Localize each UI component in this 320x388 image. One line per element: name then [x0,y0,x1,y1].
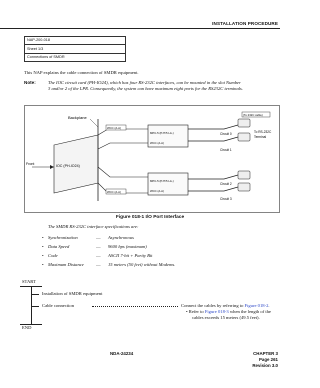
connector-1 [238,133,250,141]
backplane-label: Backplane [68,115,87,120]
flow-end: END [22,325,32,330]
cable-note-label: (To 232C cable) [243,113,263,117]
cable-mid-b-label: WCC (A-A) [150,189,164,193]
adapter-2-label: MPC-5 (PJ7/5 LA-) [150,179,174,183]
footer-page: Page 261 [258,357,278,362]
flow-start: START [22,279,36,284]
to-rs232c-label: To RS-232C [254,130,272,134]
flow-branch-1 [31,294,39,295]
flow-refer-suffix: when the length of the [228,309,271,314]
spec-key: Maximum Distance [48,262,84,267]
circuit-2-label: Circuit 2 [220,182,232,186]
flow-vertical-line [31,286,32,324]
cable-mid-a-label: WCC (A-A) [150,141,164,145]
spec-row [42,262,282,268]
bullet-icon: • [186,309,188,314]
connector-0 [238,119,250,127]
flow-step-install: Installation of SMDR equipment [42,291,103,296]
cable-top-label: WCC (A-A) [107,126,121,130]
footer-revision: Revision 3.0 [252,363,278,368]
flow-dotted-leader [92,306,178,307]
io-port-diagram [24,105,280,213]
spec-key: Synchronization [48,235,78,240]
intro-text: This NAP explains the cable connection of SMDR equipment. [24,70,139,75]
nap-subject: Connections of SMDR [27,54,65,59]
card-label: IOC (PH-IO24) [56,164,80,168]
cable-mid-a [98,143,148,149]
out-cable-1 [188,137,238,141]
header-rule [0,28,280,29]
backplane-pointer [90,119,98,127]
nap-number: NAP-200-018 [25,37,125,45]
flow-step-cable: Cable connection [42,303,75,308]
spec-dash: — [96,244,101,249]
flow-refer-line-2: cables exceeds 15 meters (49.5 feet). [192,315,260,320]
spec-value: 15 meters (50 feet) without Modems. [108,262,176,267]
spec-row [42,253,282,259]
flow-action-text: Connect the cables by referring to [181,303,245,308]
bullet-icon: • [42,235,44,240]
circuit-0-label: Circuit 0 [220,132,232,136]
figure-caption: Figure 018-1 I/O Port Interface [115,215,185,220]
bullet-icon: • [42,244,44,249]
footer-chapter: CHAPTER 3 [253,351,278,356]
spec-value: Asynchronous [108,235,134,240]
connector-3 [238,183,250,191]
spec-dash: — [96,262,101,267]
spec-dash: — [96,235,101,240]
adapter-1-label: MPC-5 (PJ7/5 LA-) [150,131,174,135]
front-arrow-head [50,165,54,169]
out-cable-3 [188,187,238,191]
spec-key: Code [48,253,58,258]
note-label: Note: [24,80,36,85]
footer-doc-id: NDA-24234 [110,351,134,356]
out-cable-0 [188,125,238,129]
circuit-1-label: Circuit 1 [220,148,232,152]
spec-intro: The SMDR RS-232C interface specifications are: [48,224,139,229]
spec-row [42,244,282,250]
figure-018-2-link[interactable]: Figure 018-2 [244,303,269,308]
spec-list [42,235,282,275]
page-header-title: INSTALLATION PROCEDURE [212,21,278,26]
out-cable-2 [188,175,238,179]
nap-reference-box [24,36,126,62]
note-line-1: The IOC circuit card (PH-IO24), which has four RS-232C interfaces, can be mounted in the slot Number [48,80,241,85]
terminal-label: Terminal [254,135,267,139]
bullet-icon: • [42,262,44,267]
front-label: Front [26,162,35,166]
connector-2 [238,171,250,179]
circuit-3-label: Circuit 3 [220,197,232,201]
flow-refer-text: Refer to [188,309,205,314]
note-line-2: 3 and/or 2 of the LPR. Consequently, the system can have maximum eight ports for the RS232C terminals. [48,86,243,91]
spec-value: 9600 bps (maximum) [108,244,147,249]
sheet-number: Sheet 1/3 [25,45,125,53]
bullet-icon: • [42,253,44,258]
spec-row [42,235,282,241]
flow-action-suffix: . [268,303,270,308]
flow-branch-2 [31,306,39,307]
spec-value: ASCII 7-bit + Parity Bit [108,253,153,258]
spec-dash: — [96,253,101,258]
cable-bottom-label: WCC (A-A) [107,190,121,194]
spec-key: Data Speed [48,244,70,249]
figure-018-3-link[interactable]: Figure 018-3 [204,309,229,314]
cable-mid-b [98,167,148,177]
